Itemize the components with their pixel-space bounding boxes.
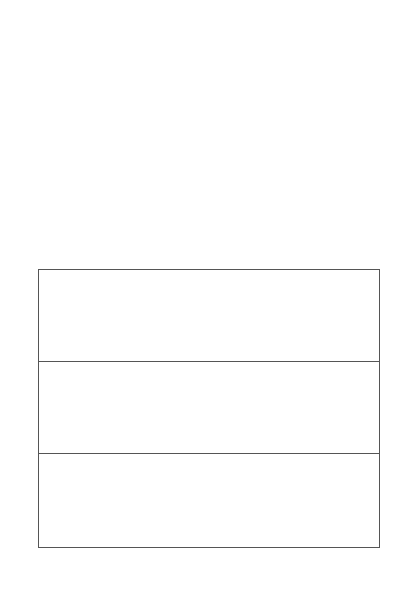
question-1 <box>32 222 384 246</box>
bottom-border <box>0 577 420 589</box>
question-line-1 <box>32 222 384 246</box>
left-border <box>4 0 16 593</box>
answer-table <box>38 269 380 548</box>
answer-box-quadrilateral[interactable] <box>39 362 379 454</box>
right-border <box>404 0 416 593</box>
top-border <box>0 4 420 16</box>
answer-box-circle[interactable] <box>39 454 379 547</box>
answer-box-triangle[interactable] <box>39 270 379 362</box>
